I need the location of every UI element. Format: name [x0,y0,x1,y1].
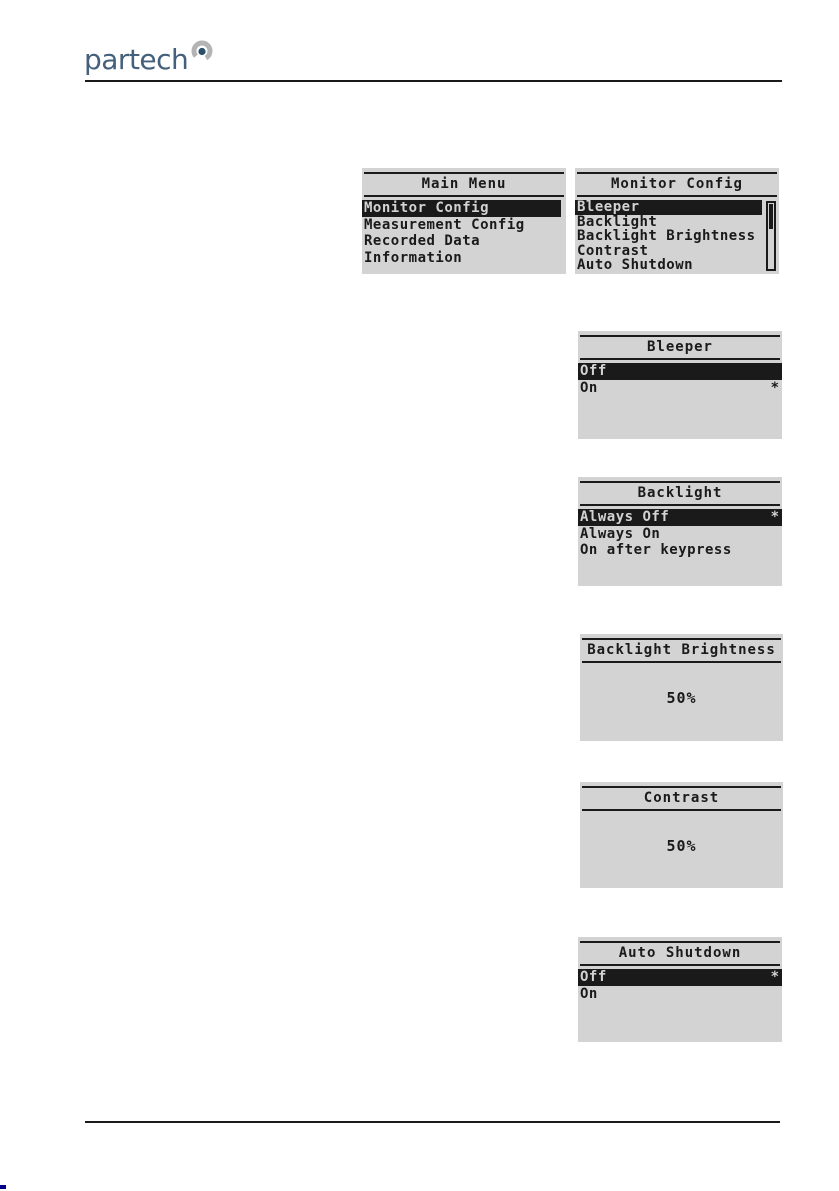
lcd-screen-backlight-brightness [580,634,783,741]
lcd-title: Backlight Brightness [582,638,781,663]
lcd-title: Contrast [582,786,781,811]
lcd-screen-auto-shutdown [578,937,782,1042]
lcd-title: Auto Shutdown [580,941,780,966]
header-rule [85,80,782,82]
menu-list [575,200,779,273]
menu-list [578,363,782,396]
menu-item: On after keypress [580,542,732,558]
brightness-value: 50% [666,689,697,707]
menu-item-selected: Off [578,363,782,380]
contrast-value: 50% [666,837,697,855]
lcd-title: Monitor Config [577,172,777,197]
footer-rule [85,1121,780,1123]
menu-item-selected: Off * [578,969,782,986]
lcd-title: Bleeper [580,335,780,360]
partech-logo-text: partech [84,43,189,76]
scrollbar-thumb [769,204,773,229]
menu-item: On * [580,379,779,396]
current-setting-marker: * [770,969,779,985]
menu-item-selected: Monitor Config [362,200,561,217]
lcd-title: Backlight [580,481,780,506]
scrollbar [766,201,776,271]
page-corner-mark [0,1185,6,1189]
menu-item: Backlight Brightness [577,229,756,244]
menu-item: Measurement Config [364,216,525,233]
menu-list [362,200,566,266]
menu-item: Backlight [577,214,658,229]
menu-item: Recorded Data [364,233,481,249]
partech-pin-icon [190,39,214,63]
menu-list [578,969,782,1002]
lcd-screen-monitor-config [575,168,779,274]
menu-item: Contrast [577,243,649,258]
lcd-title: Main Menu [364,172,564,197]
menu-item: On [580,985,598,1002]
menu-item: Auto Shutdown [577,258,694,273]
lcd-screen-backlight [578,477,782,586]
current-setting-marker: * [770,509,779,525]
menu-list [578,509,782,559]
menu-item: Always On [580,525,661,542]
menu-item-selected: Bleeper [575,200,762,215]
lcd-screen-contrast [580,782,783,888]
menu-item: Information [364,249,463,266]
current-setting-marker: * [770,379,779,396]
lcd-screen-bleeper [578,331,782,439]
lcd-screen-main-menu [362,168,566,274]
menu-item-selected: Always Off * [578,509,782,526]
partech-logo [84,45,214,75]
